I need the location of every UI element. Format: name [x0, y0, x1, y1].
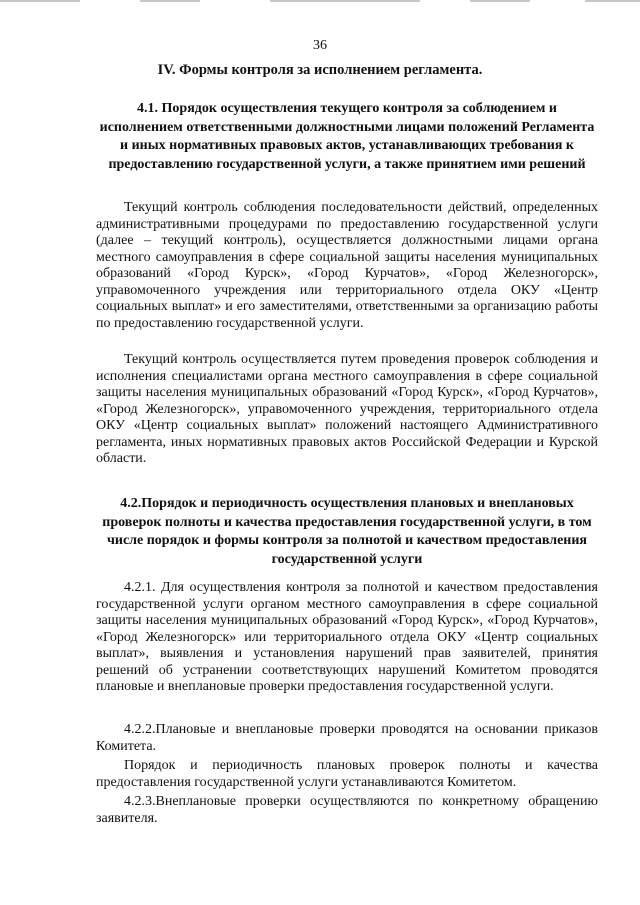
paragraph-text: 4.2.2.Плановые и внеплановые проверки проводятся на основании приказов Комитета.	[96, 722, 598, 754]
paragraph-text: 4.2.1. Для осуществления контроля за полнотой и качеством предоставления государственной услуги органом местного самоуправления в сфере социальной защиты населения муниципальных образований «Город Курск», «Город Курчатов», «Город Железногорск» или территориального отдела ОКУ «Центр социальных выплат», выявления и установления нарушений прав заявителей, принятия решений об устранении соответствующих нарушений Комитетом проводятся плановые и внеплановые проверки предоставления государственной услуги.	[96, 580, 598, 694]
paragraph-text: Порядок и периодичность плановых проверок полноты и качества предоставления государственной услуги устанавливаются Комитетом.	[96, 758, 598, 790]
paragraph-inspection-order	[96, 758, 598, 791]
paragraph-4-2-2	[96, 722, 598, 755]
paragraph-text: 4.2.3.Внеплановые проверки осуществляются по конкретному обращению заявителя.	[96, 794, 598, 826]
heading-4-1: 4.1. Порядок осуществления текущего контроля за соблюдением и исполнением ответственными должностными лицами положений Регламента и иных нормативных правовых актов, устанавливающих требования к предоставлению государственной услуги, а также принятием ими решений	[99, 101, 595, 172]
scan-artifact-line	[140, 0, 200, 2]
paragraph-control-method	[96, 352, 598, 468]
page-number: 36	[313, 38, 327, 53]
heading-4-1-block	[96, 100, 598, 174]
paragraph-4-2-1	[96, 580, 598, 696]
scan-artifact-line	[270, 0, 420, 2]
scan-artifact-line	[585, 0, 640, 2]
scan-artifact-line	[470, 0, 530, 2]
paragraph-current-control	[96, 200, 598, 332]
heading-4-2-block	[96, 495, 598, 569]
paragraph-text: Текущий контроль осуществляется путем проведения проверок соблюдения и исполнения специалистами органа местного самоуправления в сфере социальной защиты населения муниципальных образований «Город Курск», «Город Курчатов», «Город Железногорск», управомоченного учреждения, территориального отдела ОКУ «Центр социальных выплат» положений настоящего Административного регламента, иных нормативных правовых актов Российской Федерации и Курской области.	[96, 352, 598, 466]
paragraph-text: Текущий контроль соблюдения последовательности действий, определенных административными процедурами по предоставлению государственной услуги (далее – текущий контроль), осуществляется должностными лицами органа местного самоуправления в сфере социальной защиты населения муниципальных образований «Город Курск», «Город Курчатов», «Город Железногорск», управомоченного учреждения или территориального отдела ОКУ «Центр социальных выплат» и его заместителями, ответственными за организацию работы по предоставлению государственной услуги.	[96, 200, 598, 331]
paragraph-4-2-3	[96, 794, 598, 827]
heading-4-2: 4.2.Порядок и периодичность осуществления плановых и внеплановых проверок полноты и качества предоставления государственной услуги, в том числе порядок и формы контроля за полнотой и качеством предоставления государственной услуги	[102, 496, 592, 567]
section-title: IV. Формы контроля за исполнением регламента.	[157, 62, 483, 78]
scan-artifact-line	[0, 0, 80, 2]
